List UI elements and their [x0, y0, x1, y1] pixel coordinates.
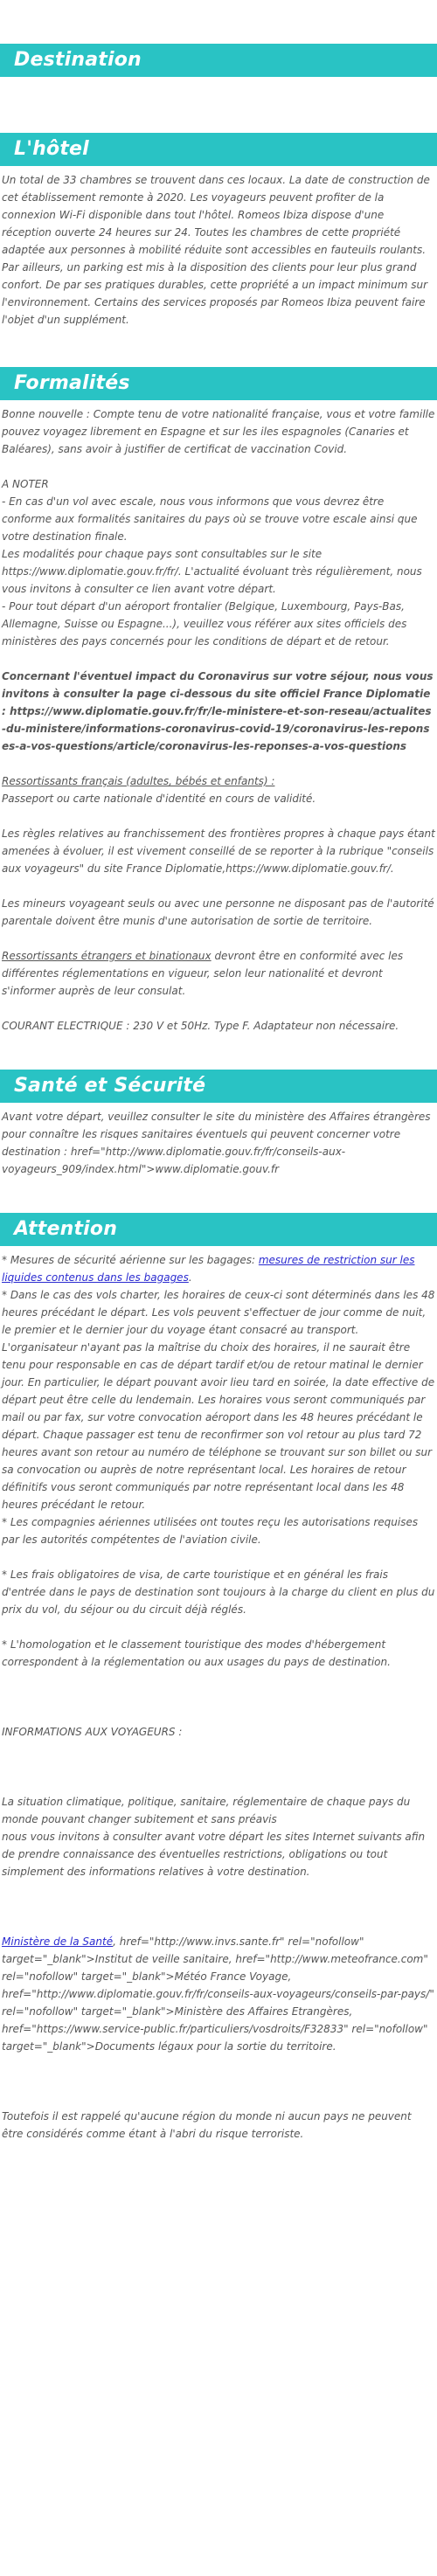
section-title-destination: Destination — [0, 44, 437, 77]
vols-charter-text: * Dans le cas des vols charter, les horaires de ceux-ci sont déterminés dans les 48 heures précédant le départ. Les vols peuvent s'effectuer de jour comme de nuit, le premier et le dernier jour du voyage étant consacré au transport. L'organisateur n'ayant pas la maîtrise du choix des horaires, il ne saurait être tenu pour responsable en cas de départ tardif et/ou de retour matinal le dernier jour. En particulier, le départ pouvant avoir lieu tard en soirée, la date effective de départ peut être celle du lendemain. Les horaires vous seront communiqués par mail ou par fax, sur votre convocation aéroport dans les 48 heures précédant le départ. Chaque passager est tenu de reconfirmer son vol retour au plus tard 72 heures avant son retour au numéro de téléphone se trouvant sur son billet ou sur sa convocation ou auprès de notre représentant local. Les horaires de retour définitifs vous seront communiqués par notre représentant local dans les 48 heures précédant le retour. — [2, 1289, 435, 1511]
sante-text: Avant votre départ, veuillez consulter le site du ministère des Affaires étrangères pour connaître les risques sanitaires éventuels qui peuvent concerner votre destination : href="http://www.diplomatie.gouv.fr/fr/conseils-aux-voyageurs_909/index.html">www.diplomatie.gouv.fr — [2, 1111, 431, 1175]
mesures-suffix: . — [188, 1271, 192, 1284]
hotel-text: Un total de 33 chambres se trouvent dans ces locaux. La date de construction de cet établissement remonte à 2020. Les voyageurs peuvent profiter de la connexion Wi-Fi disponible dans tout l'hôtel. Romeos Ibiza dispose d'une réception ouverte 24 heures sur 24. Toutes les chambres de cette propriété adaptée aux personnes à mobilité réduite sont accessibles en fauteuils roulants. Par ailleurs, un parking est mis à la disposition des clients pour leur plus grand confort. De par ses pratiques durables, cette propriété a un impact minimum sur l'environnement. Certains des services proposés par Romeos Ibiza peuvent faire l'objet d'un supplément. — [2, 174, 430, 326]
mesures-bagages — [2, 1251, 435, 1286]
mineurs-text: Les mineurs voyageant seuls ou avec une personne ne disposant pas de l'autorité parentale doivent être munis d'une autorisation de sortie de territoire. — [2, 897, 434, 927]
formalites-intro: Bonne nouvelle : Compte tenu de votre nationalité française, vous et votre famille pouvez voyagez librement en Espagne et sur les iles espagnoles (Canaries et Baléares), sans avoir à justifier de certificat de vaccination Covid. — [2, 408, 435, 455]
anoter-title: A NOTER — [2, 478, 49, 490]
formalites-content — [0, 405, 437, 1035]
homologation-text: * L'homologation et le classement touristique des modes d'hébergement correspondent à la réglementation ou aux usages du pays de destination. — [2, 1638, 391, 1668]
section-title-hotel: L'hôtel — [0, 133, 437, 166]
attention-content — [0, 1251, 437, 2143]
anoter-frontalier: - Pour tout départ d'un aéroport frontalier (Belgique, Luxembourg, Pays-Bas, Allemagne, Suisse ou Espagne...), veuillez vous référer aux sites officiels des ministères des pays concernés pour les conditions de départ et de retour. — [2, 600, 407, 647]
section-title-formalites: Formalités — [0, 367, 437, 400]
frais-text: * Les frais obligatoires de visa, de carte touristique et en général les frais d'entrée dans le pays de destination sont toujours à la charge du client en plus du prix du vol, du séjour ou du circuit déjà réglés. — [2, 1568, 435, 1616]
ministere-sante-link[interactable]: Ministère de la Santé — [2, 1935, 114, 1948]
mesures-restriction-link[interactable]: mesures de restriction sur les liquides contenus dans les bagages — [2, 1254, 415, 1284]
section-title-attention: Attention — [0, 1213, 437, 1246]
terrorisme-text: Toutefois il est rappelé qu'aucune région du monde ni aucun pays ne peuvent être considérés comme étant à l'abri du risque terroriste. — [2, 2110, 412, 2140]
ressortissants-fr-title: Ressortissants français (adultes, bébés et enfants) : — [2, 775, 275, 787]
mesures-prefix: * Mesures de sécurité aérienne sur les bagages: — [2, 1254, 259, 1266]
frontieres-text: Les règles relatives au franchissement des frontières propres à chaque pays étant amenées à évoluer, il est vivement conseillé de se reporter à la rubrique "conseils aux voyageurs" du site France Diplomatie,https://www.diplomatie.gouv.fr/. — [2, 828, 435, 875]
liens-utiles-rest: , href="http://www.invs.sante.fr" rel="nofollow" target="_blank">Institut de veille sanitaire, href="http://www.meteofrance.com" rel="nofollow" target="_blank">Météo France Voyage, href="http://www.diplomatie.gouv.fr/fr/conseils-aux-voyageurs/conseils-par-pays/" rel="nofollow" target="_blank">Ministère des Affaires Etrangères, href="https://www.service-public.fr/particuliers/vosdroits/F32833" rel="nofollow" target="_blank">Documents légaux pour la sortie du territoire. — [2, 1935, 434, 2053]
liens-utiles — [2, 1933, 435, 2055]
sante-content — [0, 1108, 437, 1178]
compagnies-text: * Les compagnies aériennes utilisées ont toutes reçu les autorisations requises par les autorités compétentes de l'aviation civile. — [2, 1516, 419, 1546]
infos-voyageurs-title: INFORMATIONS AUX VOYAGEURS : — [2, 1726, 183, 1738]
ressortissants-fr-text: Passeport ou carte nationale d'identité en cours de validité. — [2, 793, 316, 805]
etrangers-block — [2, 947, 435, 1000]
situation-text: La situation climatique, politique, sanitaire, réglementaire de chaque pays du monde pouvant changer subitement et sans préavis nous vous invitons à consulter avant votre départ les sites Internet suivants afin de prendre connaissance des éventuelles restrictions, obligations ou tout simplement des informations relatives à votre destination. — [2, 1796, 426, 1878]
anoter-modalites: Les modalités pour chaque pays sont consultables sur le site https://www.diplomatie.gouv.fr/fr/. L'actualité évoluant très régulièrement, nous vous invitons à consulter ce lien avant votre départ. — [2, 548, 422, 595]
courant-electrique: COURANT ELECTRIQUE : 230 V et 50Hz. Type F. Adaptateur non nécessaire. — [2, 1020, 399, 1032]
anoter-escale: - En cas d'un vol avec escale, nous vous informons que vous devrez être conforme aux formalités sanitaires du pays où se trouve votre escale ainsi que votre destination finale. — [2, 495, 418, 543]
section-title-sante: Santé et Sécurité — [0, 1070, 437, 1103]
etrangers-text: devront être en conformité avec les différentes réglementations en vigueur, selon leur nationalité et devront s'informer auprès de leur consulat. — [2, 950, 404, 997]
covid-notice: Concernant l'éventuel impact du Coronavirus sur votre séjour, nous vous invitons à consulter la page ci-dessous du site officiel France Diplomatie : https://www.diplomatie.gouv.fr/fr/le-ministere-et-son-reseau/actualites-du-ministere/informations-coronavirus-covid-19/coronavirus-les-reponses-a-vos-questions/article/coronavirus-les-reponses-a-vos-questions — [2, 670, 434, 752]
hotel-description — [0, 171, 437, 329]
etrangers-title: Ressortissants étrangers et binationaux — [2, 950, 212, 962]
